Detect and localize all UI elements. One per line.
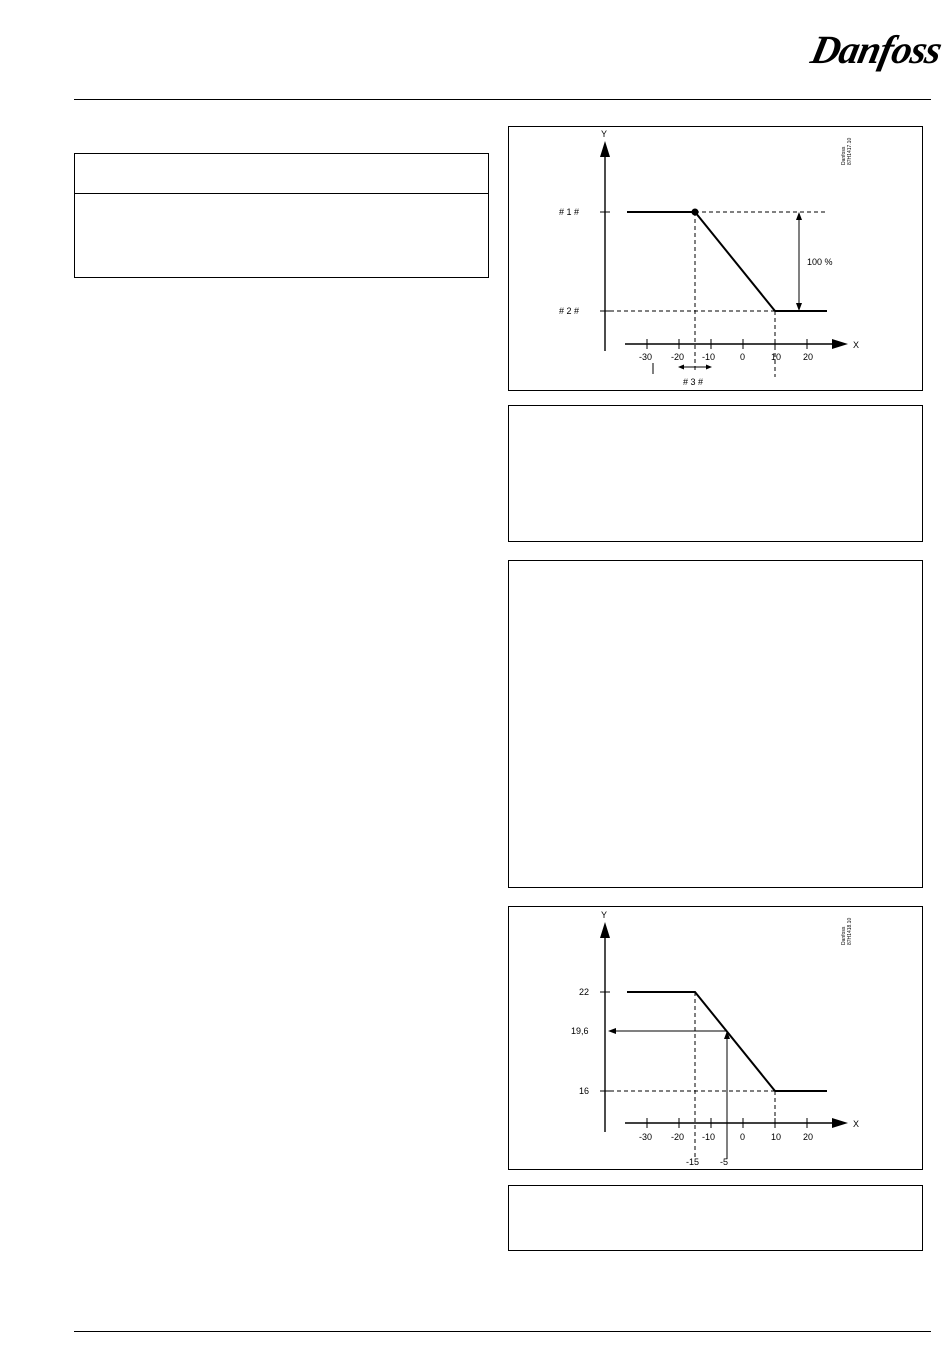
label-span: 100 % bbox=[807, 257, 833, 267]
figure-code-line2: 87H1418.10 bbox=[847, 917, 853, 945]
span-arrow-down-icon bbox=[796, 303, 802, 311]
figure-code-line2: 87H1417.10 bbox=[847, 137, 853, 165]
danfoss-logo: Danfoss bbox=[807, 27, 946, 72]
figure-2-chart bbox=[509, 907, 922, 1169]
x-tick-label: -20 bbox=[671, 1132, 685, 1142]
offset-arrow-right-icon bbox=[706, 365, 712, 370]
y-axis-arrow-icon bbox=[600, 141, 610, 157]
x-axis-arrow-icon bbox=[832, 339, 848, 349]
x-tick-label: 10 bbox=[771, 352, 782, 362]
x-tick-label: 20 bbox=[803, 1132, 814, 1142]
x-mark-label: -15 bbox=[686, 1157, 700, 1167]
x-tick-label: -10 bbox=[702, 352, 716, 362]
y-tick-label: 22 bbox=[579, 987, 590, 997]
x-mark-label: -5 bbox=[720, 1157, 729, 1167]
x-tick-label: 20 bbox=[803, 352, 814, 362]
x-axis-arrow-icon bbox=[832, 1118, 848, 1128]
y-axis-label: Y bbox=[601, 910, 608, 920]
label-y-bottom: # 2 # bbox=[559, 306, 580, 316]
label-offset: # 3 # bbox=[683, 377, 704, 387]
figure-1 bbox=[508, 126, 923, 391]
y-tick-label: 19,6 bbox=[571, 1026, 589, 1036]
x-tick-label: -20 bbox=[671, 352, 685, 362]
curve-line bbox=[627, 212, 827, 311]
x-tick-label: -30 bbox=[639, 1132, 653, 1142]
offset-arrow-left-icon bbox=[678, 365, 684, 370]
x-axis-label: X bbox=[853, 1119, 860, 1129]
header-rule bbox=[74, 99, 931, 100]
y-axis-arrow-icon bbox=[600, 922, 610, 938]
arrow-left-icon bbox=[608, 1028, 616, 1034]
x-tick-label: 0 bbox=[740, 1132, 746, 1142]
x-tick-label: 10 bbox=[771, 1132, 782, 1142]
x-tick-label: 0 bbox=[740, 352, 746, 362]
figure-2 bbox=[508, 906, 923, 1170]
y-axis-label: Y bbox=[601, 129, 608, 139]
curve-knee-point bbox=[692, 209, 699, 216]
text-box bbox=[508, 560, 923, 888]
figure-1-chart bbox=[509, 127, 922, 390]
y-tick-label: 16 bbox=[579, 1086, 590, 1096]
label-y-top: # 1 # bbox=[559, 207, 580, 217]
x-tick-label: -30 bbox=[639, 352, 653, 362]
note-box-1 bbox=[508, 405, 923, 542]
x-tick-label: -10 bbox=[702, 1132, 716, 1142]
figure-code-line1: Danfoss bbox=[841, 146, 847, 165]
footer-rule bbox=[74, 1331, 931, 1332]
span-arrow-up-icon bbox=[796, 212, 802, 220]
note-box-2 bbox=[508, 1185, 923, 1251]
table-header-row bbox=[75, 154, 488, 194]
x-axis-label: X bbox=[853, 340, 860, 350]
parameter-table bbox=[74, 153, 489, 278]
figure-code-line1: Danfoss bbox=[841, 926, 847, 945]
